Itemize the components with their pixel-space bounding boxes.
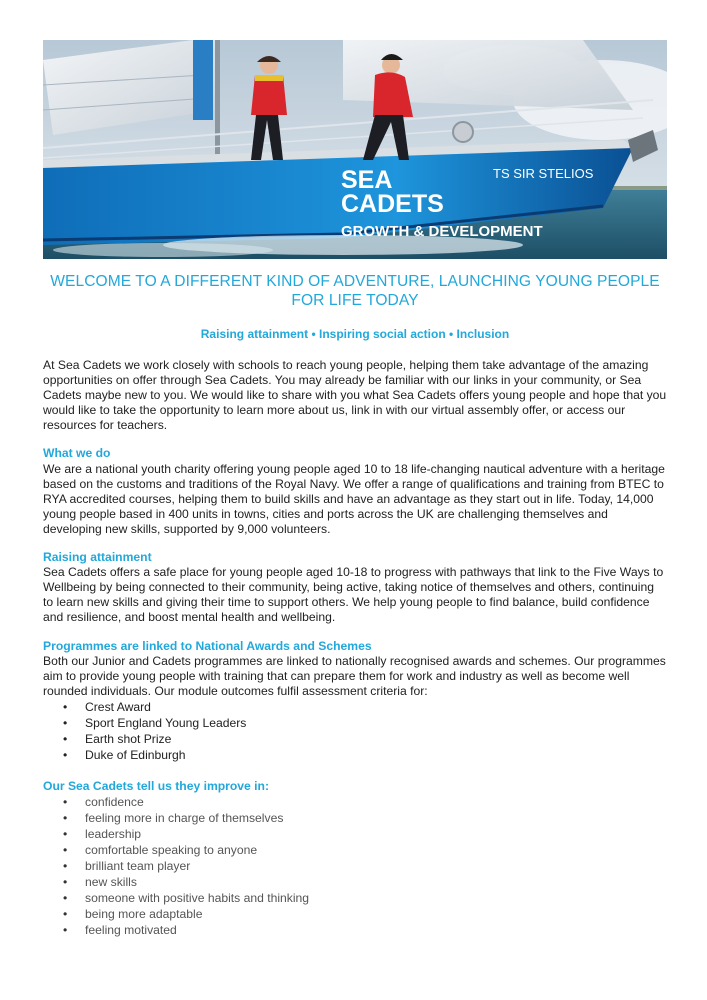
boat-subtitle: GROWTH & DEVELOPMENT: [341, 223, 543, 240]
list-item: • being more adaptable: [63, 906, 203, 921]
bullet-glyph: •: [63, 858, 68, 873]
improvements-list: [43, 794, 667, 938]
page-title: WELCOME TO A DIFFERENT KIND OF ADVENTURE, LAUNCHING YOUNG PEOPLE FOR LIFE TODAY: [50, 273, 660, 310]
bullet-glyph: •: [63, 874, 68, 889]
bullet-glyph: •: [63, 922, 68, 937]
bullet-glyph: •: [63, 826, 68, 841]
tagline: Raising attainment • Inspiring social action • Inclusion: [200, 327, 510, 341]
bullet-glyph: •: [63, 794, 68, 809]
list-item: • comfortable speaking to anyone: [63, 842, 258, 857]
intro-paragraph: At Sea Cadets we work closely with schools to reach young people, helping them take advantage of the amazing opportunities on offer through Sea Cadets. You may already be familiar with our links in your community, or Sea Cadets maybe new to you. We would like to share with you what Sea Cadets offers young people and hope that you would like to take the opportunity to learn more about us, link in with our virtual assembly offer, or access our resources for teachers.: [43, 358, 667, 433]
bullet-glyph: •: [63, 699, 68, 714]
what-we-do-paragraph: We are a national youth charity offering young people aged 10 to 18 life-changing nautical adventure with a heritage based on the customs and traditions of the Royal Navy. We offer a range of qualifications and training from BTEC to RYA accredited courses, helping them to build skills and have an advantage as they start out in life. Today, 14,000 young people based in 400 units in towns, cities and ports across the UK are challenging themselves and developing new skills, supported by 9,000 volunteers.: [43, 461, 665, 536]
list-item: • leadership: [63, 826, 142, 841]
mast-cover: [193, 40, 213, 120]
boat-brand-line1: SEA: [341, 166, 393, 194]
improve-heading: Our Sea Cadets tell us they improve in:: [43, 778, 270, 793]
list-item: • feeling motivated: [63, 922, 177, 937]
boat-name: TS SIR STELIOS: [493, 166, 594, 181]
list-item: • brilliant team player: [63, 858, 191, 873]
list-item: • new skills: [63, 874, 137, 889]
raising-attainment-paragraph: Sea Cadets offers a safe place for young people aged 10-18 to progress with pathways that link to the Five Ways to Wellbeing by being connected to their community, being active, taking notice of themselves and others, continuing to learn new skills and giving their time to support others. We help young people to find balance, build confidence and resilience, and boost mental health and wellbeing.: [43, 565, 664, 625]
list-item: • someone with positive habits and thinking: [63, 890, 310, 905]
bullet-glyph: •: [63, 890, 68, 905]
list-item: • Duke of Edinburgh: [63, 747, 186, 762]
boat-brand-line2: CADETS: [341, 190, 444, 218]
raising-attainment-heading: Raising attainment: [43, 550, 152, 565]
list-item: • feeling more in charge of themselves: [63, 810, 284, 825]
list-item: • confidence: [63, 794, 144, 809]
bullet-glyph: •: [63, 810, 68, 825]
bullet-glyph: •: [63, 842, 68, 857]
hero-image: [43, 40, 667, 259]
what-we-do-heading: What we do: [43, 446, 111, 461]
programmes-heading: Programmes are linked to National Awards and Schemes: [43, 638, 372, 653]
awards-list: [43, 699, 667, 763]
list-item: • Earth shot Prize: [63, 731, 172, 746]
body-content: [43, 358, 667, 938]
bullet-glyph: •: [63, 731, 68, 746]
list-item: • Crest Award: [63, 699, 151, 714]
bullet-glyph: •: [63, 747, 68, 762]
sailing-boat-illustration: [43, 40, 667, 259]
list-item: • Sport England Young Leaders: [63, 715, 247, 730]
bullet-glyph: •: [63, 906, 68, 921]
programmes-paragraph: Both our Junior and Cadets programmes are linked to nationally recognised awards and schemes. Our programmes aim to provide young people with training that can prepare them for work and industry as well as become well rounded individuals. Our module outcomes fulfil assessment criteria for:: [43, 653, 666, 698]
bullet-glyph: •: [63, 715, 68, 730]
